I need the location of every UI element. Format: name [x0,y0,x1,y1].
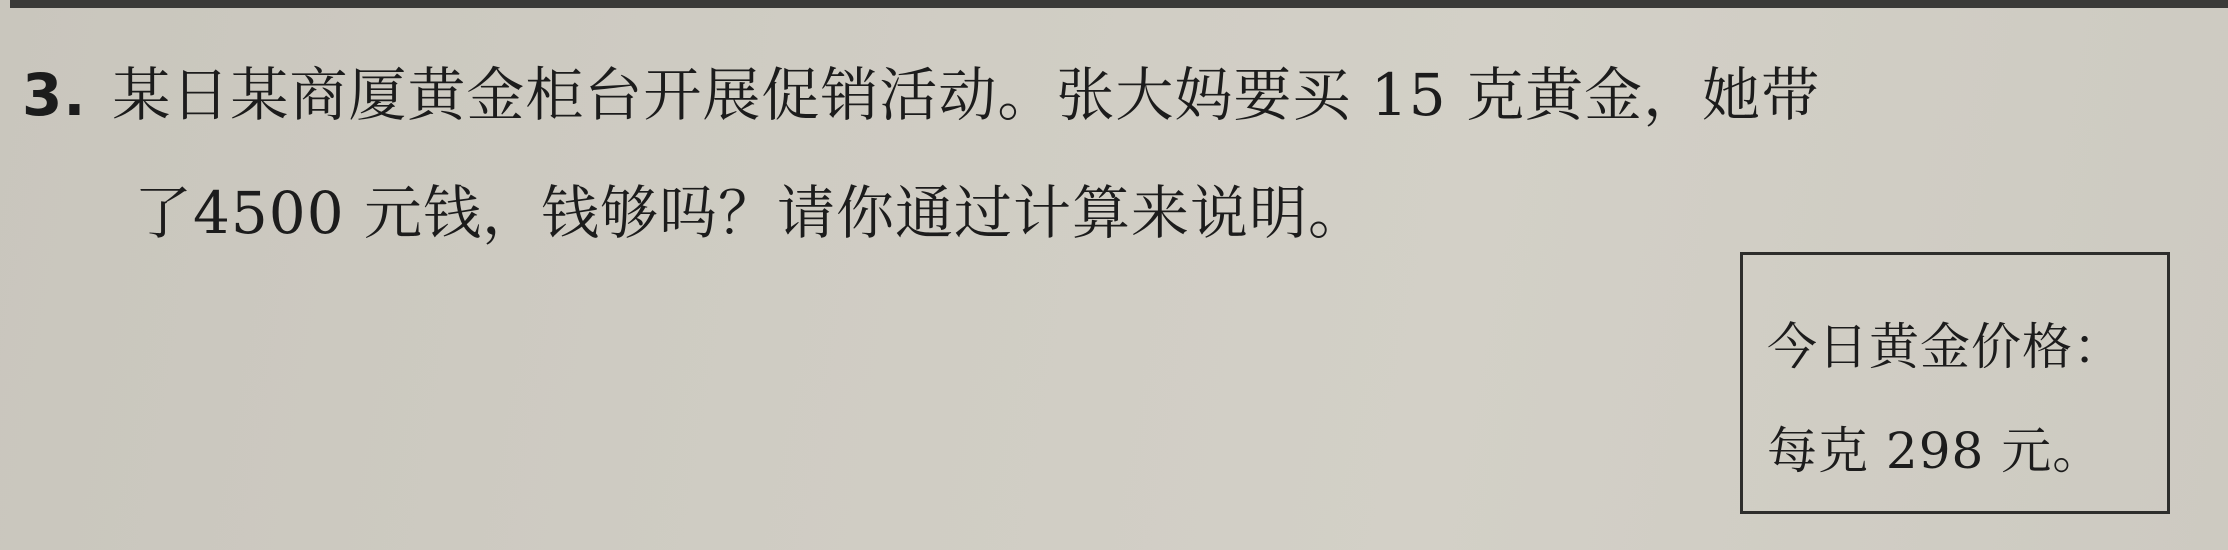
gold-price-value: 每克 298 元。 [1767,422,2104,480]
page-top-rule-gap [0,0,10,10]
gold-price-box [1740,252,2170,514]
question-text-line-1: 某日某商厦黄金柜台开展促销活动。张大妈要买 15 克黄金，她带 [112,61,1821,129]
page-top-rule [0,0,2228,8]
gold-price-title: 今日黄金价格： [1767,318,2124,376]
question-3 [22,36,2212,272]
question-number: 3. [22,61,87,129]
question-text-line-2: 了4500 元钱，钱够吗？请你通过计算来说明。 [134,179,1368,247]
